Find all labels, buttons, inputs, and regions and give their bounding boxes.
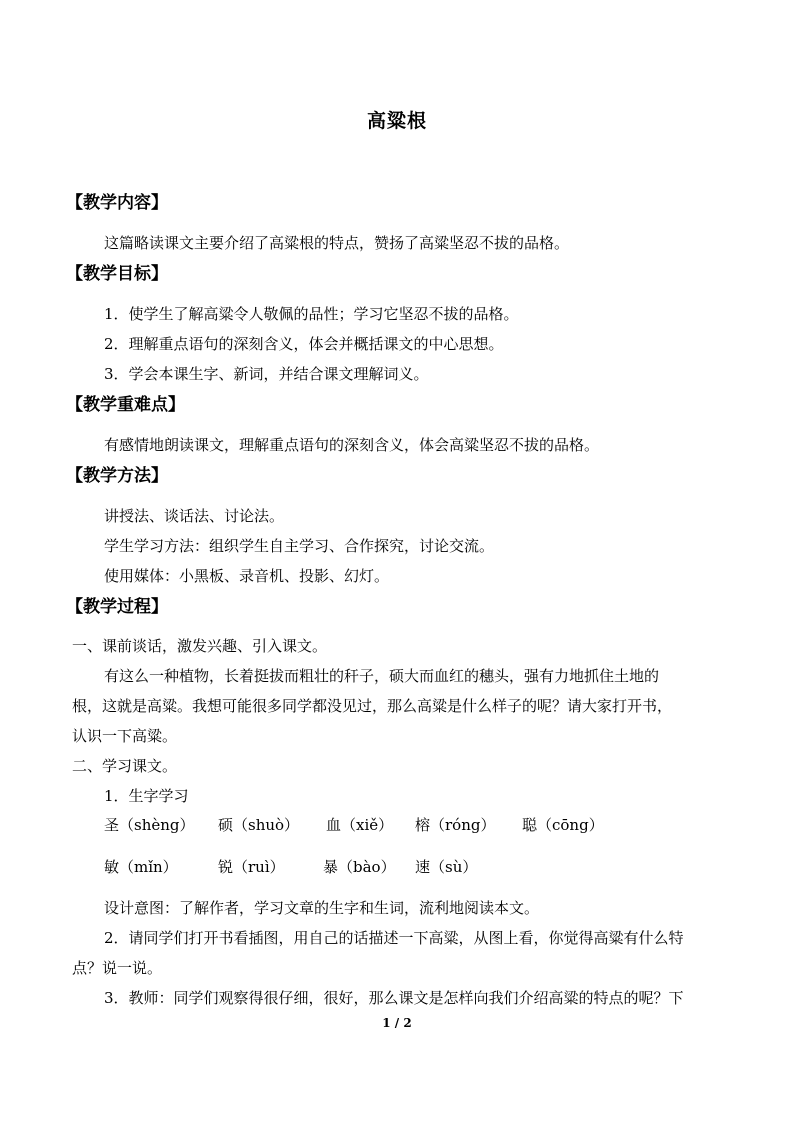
goal-item-2: 2．理解重点语句的深刻含义，体会并概括课文的中心思想。: [104, 335, 504, 353]
page-title: 高粱根: [366, 110, 427, 132]
process-step1-line-1: 有这么一种植物，长着挺拔而粗壮的秆子，硕大而血红的穗头，强有力地抓住土地的: [104, 667, 660, 685]
key-points-text: 有感情地朗读课文，理解重点语句的深刻含义，体会高粱坚忍不拔的品格。: [104, 436, 600, 454]
goal-item-3: 3．学会本课生字、新词，并结合课文理解词义。: [104, 365, 429, 383]
sub1-title: 1．生字学习: [104, 787, 189, 805]
method-item-2: 学生学习方法：组织学生自主学习、合作探究，讨论交流。: [104, 537, 495, 555]
method-item-1: 讲授法、谈话法、讨论法。: [104, 507, 285, 525]
sub2-line-1: 2．请同学们打开书看插图，用自己的话描述一下高粱，从图上看，你觉得高粱有什么特: [104, 929, 684, 947]
heading-goals: 【教学目标】: [66, 264, 168, 284]
pinyin-item: 血（xiě）: [326, 816, 394, 834]
page-number: 1 / 2: [382, 1016, 412, 1030]
process-step2-title: 二、学习课文。: [72, 757, 178, 775]
sub2-line-2: 点？说一说。: [72, 959, 163, 977]
heading-key-points: 【教学重难点】: [66, 395, 185, 415]
content-text: 这篇略读课文主要介绍了高粱根的特点，赞扬了高粱坚忍不拔的品格。: [104, 234, 570, 252]
pinyin-item: 聪（cōng）: [522, 816, 604, 834]
process-step1-line-3: 认识一下高粱。: [72, 727, 178, 745]
process-step1-line-2: 根，这就是高粱。我想可能很多同学都没见过，那么高粱是什么样子的呢？请大家打开书，: [72, 697, 673, 715]
design-intent: 设计意图：了解作者，学习文章的生字和生词，流利地阅读本文。: [104, 899, 540, 917]
heading-process: 【教学过程】: [66, 597, 168, 617]
heading-content: 【教学内容】: [66, 193, 168, 213]
pinyin-item: 榕（róng）: [415, 816, 496, 834]
sub3-line: 3．教师：同学们观察得很仔细，很好，那么课文是怎样向我们介绍高粱的特点的呢？下: [104, 989, 684, 1007]
pinyin-item: 圣（shèng）: [104, 816, 195, 834]
heading-methods: 【教学方法】: [66, 466, 168, 486]
goal-item-1: 1．使学生了解高粱令人敬佩的品性；学习它坚忍不拔的品格。: [104, 305, 519, 323]
pinyin-item: 暴（bào）: [323, 858, 396, 876]
method-item-3: 使用媒体：小黑板、录音机、投影、幻灯。: [104, 567, 390, 585]
pinyin-item: 锐（ruì）: [218, 858, 285, 876]
pinyin-item: 硕（shuò）: [218, 816, 300, 834]
pinyin-item: 敏（mǐn）: [104, 858, 178, 876]
pinyin-item: 速（sù）: [415, 858, 478, 876]
process-step1-title: 一、课前谈话，激发兴趣、引入课文。: [72, 637, 328, 655]
